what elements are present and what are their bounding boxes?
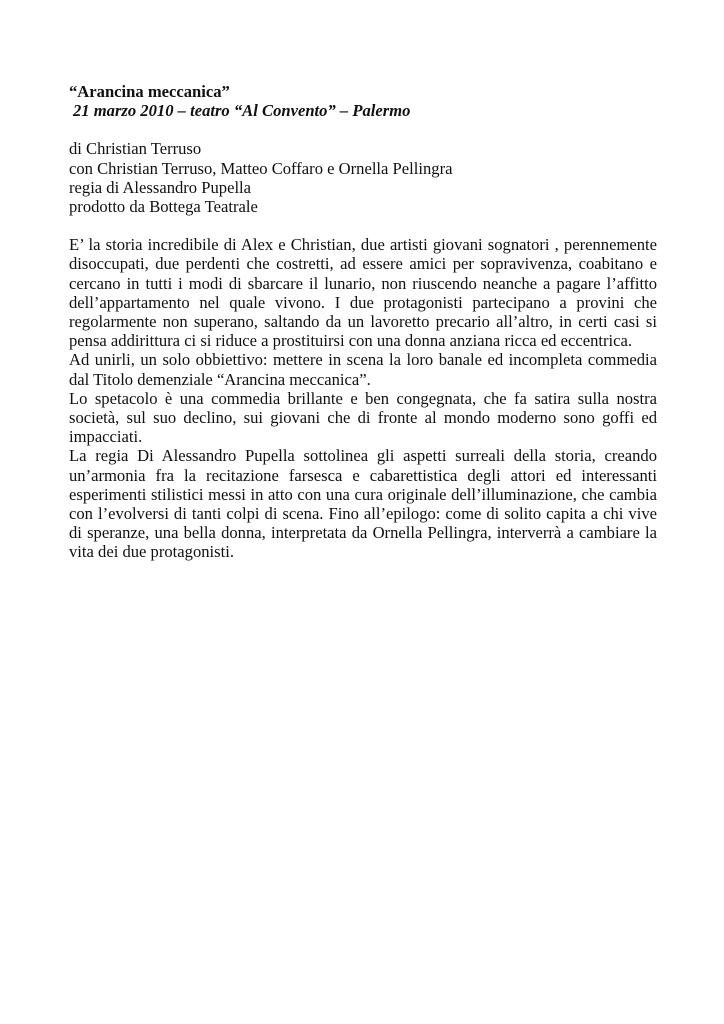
credits-block xyxy=(69,139,657,216)
credit-cast: con Christian Terruso, Matteo Coffaro e Ornella Pellingra xyxy=(69,158,453,178)
paragraph: Lo spetacolo è una commedia brillante e ben congegnata, che fa satira sulla nostra società, sul suo declino, sui giovani che di fronte al mondo moderno sono goffi ed impacciati. xyxy=(69,388,657,447)
document-title: “Arancina meccanica” xyxy=(69,82,230,101)
body-text xyxy=(69,235,657,561)
credit-producer: prodotto da Bottega Teatrale xyxy=(69,197,258,217)
credit-author: di Christian Terruso xyxy=(69,139,202,159)
paragraph: Ad unirli, un solo obbiettivo: mettere in scena la loro banale ed incompleta commedia dal Titolo demenziale “Arancina meccanica”. xyxy=(69,350,657,389)
paragraph: La regia Di Alessandro Pupella sottolinea gli aspetti surreali della storia, creando un’armonia fra la recitazione farsesca e cabarettistica degli attori ed interessanti esperimenti stilistici messi in atto con una cura originale dell’illuminazione, che cambia con l’evolversi di tanti colpi di scena. Fino all’epilogo: come di solito capita a chi vive di speranze, una bella donna, interpretata da Ornella Pellingra, interverrà a cambiare la vita dei due protagonisti. xyxy=(69,446,657,562)
document-page xyxy=(69,82,657,562)
paragraph: E’ la storia incredibile di Alex e Christian, due artisti giovani sognatori , perennemente disoccupati, due perdenti che costretti, ad essere amici per sopravivenza, coabitano e cercano in tutti i modi di sbarcare il lunario, non riuscendo neanche a pagare l’affitto dell’appartamento nel quale vivono. I due protagonisti partecipano a provini che regolarmente non superano, saltando da un lavoretto precario all’altro, in certi casi si pensa addirittura ci si riduce a prostituirsi con una donna anziana ricca ed eccentrica. xyxy=(69,235,657,351)
credit-director: regia di Alessandro Pupella xyxy=(69,177,252,197)
document-subtitle: 21 marzo 2010 – teatro “Al Convento” – Palermo xyxy=(73,101,411,121)
